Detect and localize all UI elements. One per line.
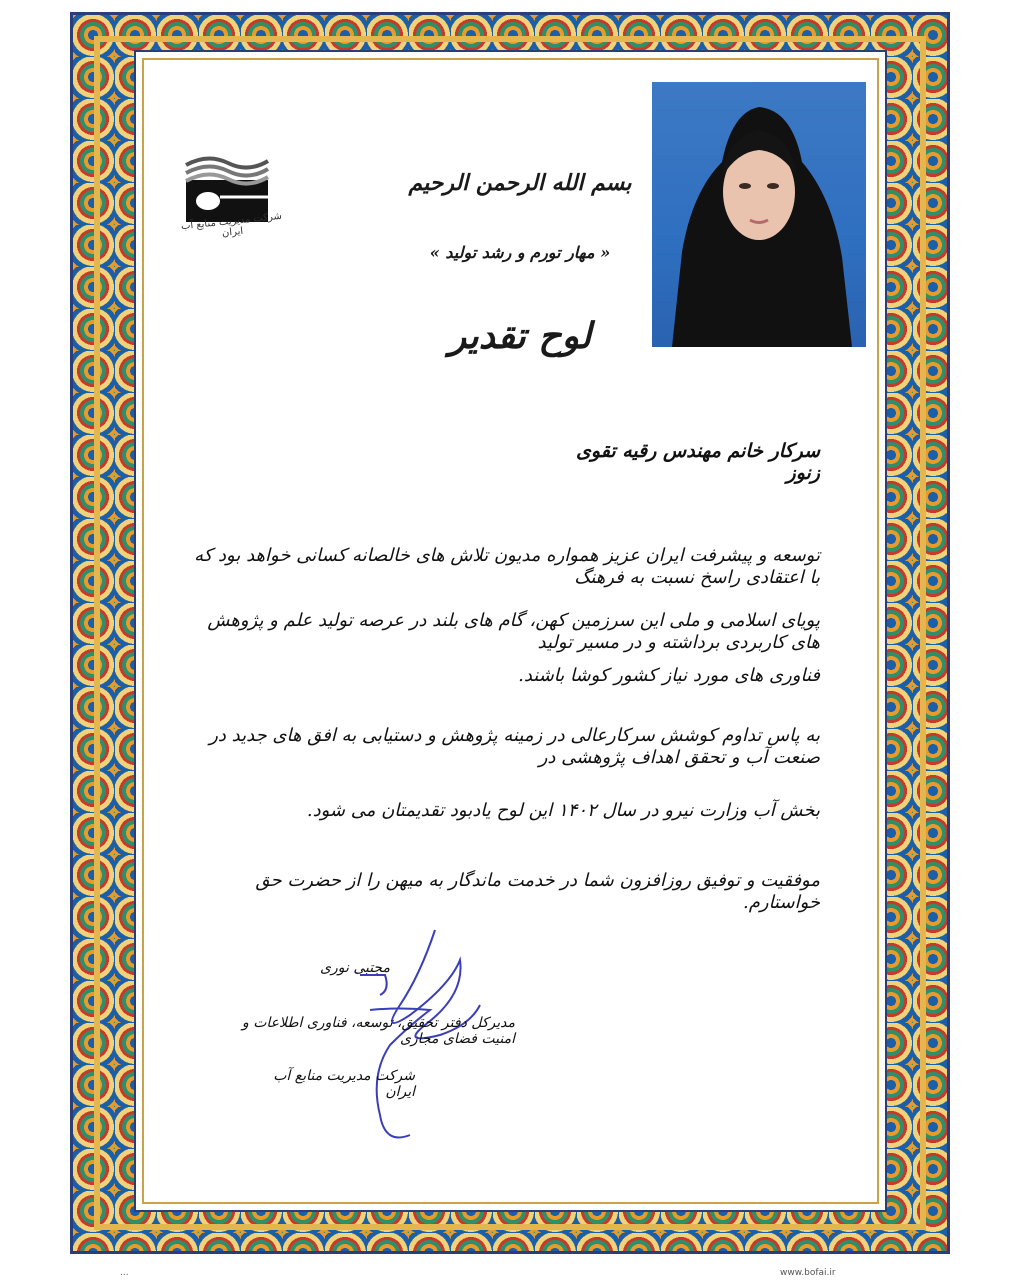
footer-text-right: www.bofai.ir bbox=[780, 1268, 836, 1278]
footer-text-left: ... bbox=[120, 1268, 129, 1278]
body-line: پویای اسلامی و ملی این سرزمین کهن، گام های بلند در عرصه تولید علم و پژوهش های کاربردی برداشته و در مسیر تولید bbox=[207, 610, 820, 653]
portrait-photo bbox=[652, 82, 866, 347]
certificate-title: لوح تقدیر bbox=[448, 315, 592, 357]
body-line: فناوری های مورد نیاز کشور کوشا باشند. bbox=[518, 665, 820, 686]
signatory-name: مجتبی نوری bbox=[320, 960, 390, 976]
body-line: توسعه و پیشرفت ایران عزیز همواره مدیون تلاش های خالصانه کسانی خواهد بود که با اعتقادی راسخ نسبت به فرهنگ bbox=[194, 545, 820, 588]
logo-caption: شرکت مدیریت منابع آب ایران bbox=[180, 210, 283, 240]
signatory-title: مدیرکل دفتر تحقیق، توسعه، فناوری اطلاعات و امنیت فضای مجازی bbox=[242, 1015, 515, 1047]
bismillah-heading: بسم الله الرحمن الرحیم bbox=[408, 170, 632, 196]
body-line: موفقیت و توفیق روزافزون شما در خدمت ماندگار به میهن را از حضرت حق خواستارم. bbox=[255, 870, 820, 913]
year-slogan: « مهار تورم و رشد تولید » bbox=[429, 243, 611, 262]
recipient-name: سرکار خانم مهندس رقیه تقوی زنوز bbox=[576, 440, 820, 484]
signatory-organization: شرکت مدیریت منابع آب ایران bbox=[273, 1068, 415, 1100]
body-line: بخش آب وزارت نیرو در سال ۱۴۰۲ این لوح یادبود تقدیمتان می شود. bbox=[306, 800, 820, 821]
body-line: به پاس تداوم کوشش سرکارعالی در زمینه پژوهش و دستیابی به افق های جدید در صنعت آب و تحقق اهداف پژوهشی در bbox=[209, 725, 820, 768]
